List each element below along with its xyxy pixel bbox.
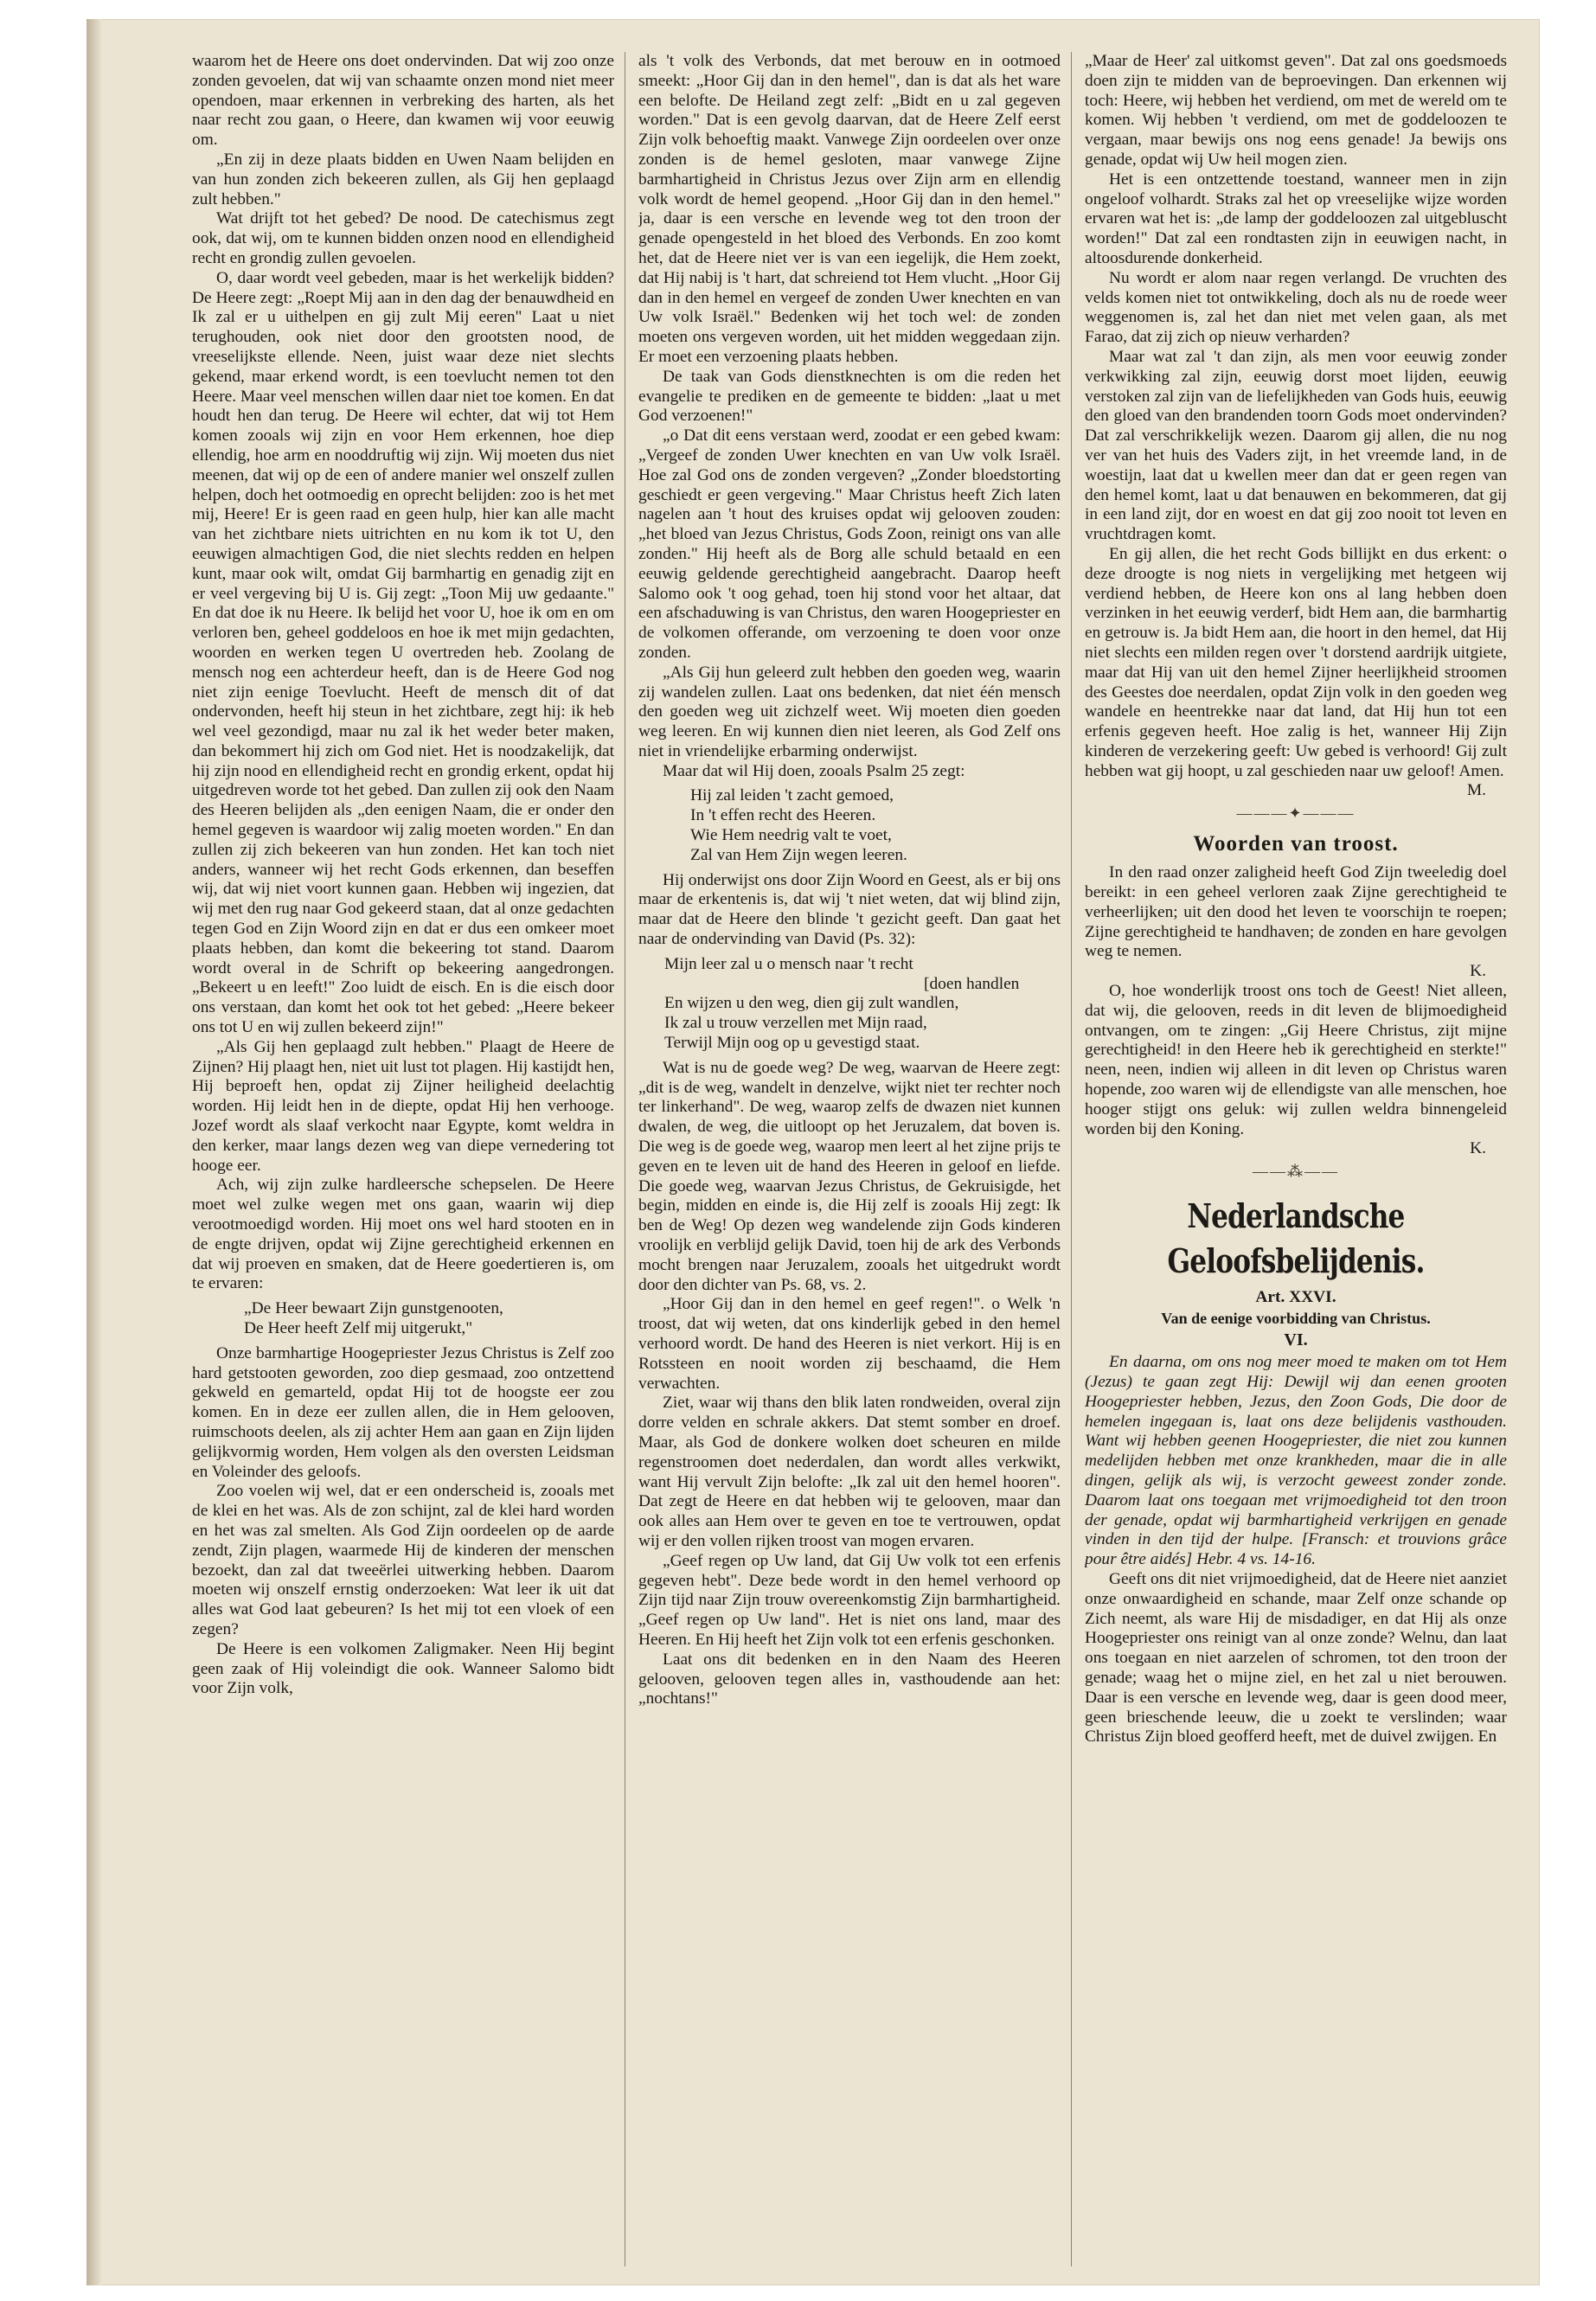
paragraph: Nu wordt er alom naar regen verlangd. De vruchten des velds komen niet tot ontwikkeling, doch als nu de roede weer weggenomen is, zal het dan niet met velen gaan, als met Farao, dat zij zich op nieuw verharden?: [1085, 268, 1507, 347]
column-1: [192, 52, 614, 2266]
verse: [244, 1299, 614, 1339]
author-initial: K.: [1470, 1139, 1486, 1158]
verse-line: „De Heer bewaart Zijn gunstgenooten,: [244, 1299, 503, 1318]
section-title: Woorden van troost.: [1193, 832, 1399, 856]
paragraph: O, daar wordt veel gebeden, maar is het werkelijk bidden? De Heere zegt: „Roept Mij aan in den dag der benauwdheid en Ik zal er u uithelpen en gij zult Mij eeren" Laat u niet terughouden, ook niet door den grootsten nood, de vreeselijkste ellende. Neen, juist waar deze niet slechts gekend, maar erkend wordt, is een toevlucht nemen tot den Heere. Maar veel menschen willen daar niet toe komen. En dat houdt hen dan terug. De Heere wil echter, dat wij tot Hem komen zooals wij zijn en voor Hem erkennen, hoe diep ellendig, hoe arm en nooddruftig wij zijn. Wij moeten dus niet meenen, dat wij op de een of andere manier wel onszelf zullen helpen, doch het ootmoedig en oprecht belijden: zoo is het met mij, Heere! Er is geen raad en geen hulp, hier kan alle macht van het zichtbare niets uitrichten en nu kom ik tot U, den eeuwigen almachtigen God, die niet slechts redden en helpen kunt, maar ook wilt, omdat Gij barmhartig en genadig zijt en er veel vergeving bij U is. Gij zegt: „Toon Mij uw gedaante." En dat doe ik nu Heere. Ik belijd het voor U, hoe ik om en om verloren ben, geheel goddeloos en hoe ik met mijn gedachten, woorden en werken tegen U overtreden heb. Zoolang de mensch nog een achterdeur heeft, dan is de Heere God nog niet zijn eenige Toevlucht. Heeft de mensch dit of dat ondervonden, heeft hij steun in het zichtbare, zegt hij: ik heb wel veel gezondigd, maar nu zal ik het weder beter maken, dan bekommert hij zich om God niet. Het is noodzakelijk, dat hij zijn nood en ellendigheid recht en grondig erkent, opdat hij uitgedreven worde tot het gebed. Dan zullen zij ook den Naam des Heeren belijden als „den eenigen Naam, die er onder den hemel gegeven is waardoor wij zalig moeten worden." En dan zullen zij zich bekeeren van hun zonden. Het kan toch niet anders, wanneer wij het recht Gods erkennen, dan beseffen wij, dat wij niet voort kunnen gaan. Hebben wij ingezien, dat wij met den rug naar God gekeerd staan, dat al onze gedachten tegen God en Zijn Woord zijn en dat er dus een omkeer moet plaats hebben, dan komt die bekeering tot stand. Daarom wordt overal in de Schrift op bekeering aangedrongen. „Bekeert u en leeft!" Zoo luidt de eisch. En is die eisch door ons verstaan, dan komt het ook tot het gebed: „Heere bekeer ons tot U en wij zullen bekeerd zijn!": [192, 268, 614, 1037]
paragraph: Geeft ons dit niet vrijmoedigheid, dat de Heere niet aanziet onze onwaardigheid en schande, maar Zelf onze schande op Zich neemt, als ware Hij de misdadiger, en dat Hij als onze Hoogepriester ons reinigt van al onze zonde? Welnu, dan laat ons toegaan en niet aarzelen of schromen, tot den troon der genade; waag het o mijne ziel, en het zal u niet berouwen. Daar is een versche en levende weg, daar is geen dood meer, geen brieschende leeuw, die u zoekt te verslinden; waar Christus Zijn bloed geofferd heeft, met de duivel zwijgen. En: [1085, 1570, 1507, 1747]
paragraph: In den raad onzer zaligheid heeft God Zijn tweeledig doel bereikt: in een geheel verloren zaak Zijne gerechtigheid te verheerlijken; uit den dood het leven te voorschijn te roepen; Zijne gerechtigheid te handhaven; de zonden en hare gevolgen weg te nemen.: [1085, 863, 1507, 961]
verse-line: Ik zal u trouw verzellen met Mijn raad,: [664, 1014, 927, 1033]
column-2: [638, 52, 1061, 2266]
paragraph: Maar wat zal 't dan zijn, als men voor eeuwig zonder verkwikking zal zijn, eeuwig dorst moet lijden, eeuwig verstoken zal zijn van de liefelijkheden van Gods huis, eeuwig den gloed van den brandenden toorn Gods moet ondervinden? Dat zal verschrikkelijk wezen. Daarom gij allen, die nu nog ver van het huis des Vaders zijt, in het vreemde land, in de woestijn, laat dat u kwellen meer dan dat er geen regen van den hemel komt, laat u dat benauwen en bekommeren, dat gij in een land zijt, dor en woest en dat gij zoo nooit tot leven en vruchtdragen komt.: [1085, 347, 1507, 544]
paragraph: „Als Gij hen geplaagd zult hebben." Plaagt de Heere de Zijnen? Hij plaagt hen, niet uit lust tot plagen. Hij kastijdt hen, Hij beproeft hen, opdat zij Zijner heiligheid deelachtig worden. Hij leidt hen in de diepte, opdat Hij hen verhooge. Jozef wordt als slaaf verkocht naar Egypte, komt weldra in den kerker, maar langs dezen weg van diepe vernedering tot hooge eer.: [192, 1037, 614, 1175]
binding-shadow: [87, 19, 102, 2285]
paragraph: Ziet, waar wij thans den blik laten rondweiden, overal zijn dorre velden en schrale akkers. Dat stemt somber en droef. Maar, als God de donkere wolken doet scheuren en milde regenstroomen doet nederdalen, dan wordt alles verkwikt, want Hij vervult Zijn belofte: „Ik zal uit den hemel hooren". Dat zegt de Heere en dat hebben wij te gelooven, maar dan ook alles aan Hem over te geven en toe te vertrouwen, opdat wij er den vollen rijken troost van mogen ervaren.: [638, 1394, 1061, 1550]
paragraph: als 't volk des Verbonds, dat met berouw en in ootmoed smeekt: „Hoor Gij dan in den hemel", dan is dat als het ware een belofte. De Heiland zegt zelf: „Bidt en u zal gegeven worden." Dat is een gevolg daarvan, dat de Heere Zelf eerst Zijn volk behoeftig maakt. Vanwege Zijn oordeelen over onze zonden is de hemel gesloten, maar vanwege Zijne barmhartigheid in Christus Jezus over Zijn arm en ellendig volk wordt de hemel geopend. „Hoor Gij dan in den hemel." ja, daar is een versche en levende weg tot den troon der genade opengesteld in het bloed des Verbonds. En zoo komt het, dat de Heere niet ver is van een iegelijk, die Hem zoekt, dat Hij nabij is 't hart, dat schreiend tot Hem vlucht. „Hoor Gij dan in den hemel en vergeef de zonden Uwer knechten en van Uw volk Israël." Bedenken wij het toch wel: de zonden moeten ons vergeven worden, uit het midden weggedaan zijn. Er moet een verzoening plaats hebben.: [638, 52, 1061, 366]
confession-title: Nederlandsche Geloofsbelijdenis.: [1167, 1196, 1425, 1281]
ornament-divider: ———✦———: [1236, 804, 1356, 823]
paragraph: Wat is nu de goede weg? De weg, waarvan de Heere zegt: „dit is de weg, wandelt in denzelve, wijkt niet ter rechter noch ter linkerhand". De weg, waarop zelfs de dwazen niet kunnen dwalen, de weg, die uitloopt op het Jeruzalem, dat boven is. Die weg is de goede weg, waarop men leert al het zijne prijs te geven en te leven uit de hand des Heeren in geloof en liefde. Die goede weg, waarvan Jezus Christus, de Gekruisigde, het begin, midden en einde is, die Hij zelf is zooals Hij zegt: Ik ben de Weg! Op dezen weg wandelende zijn Gods kinderen vroolijk en verblijd gelijk David, toen hij de ark des Verbonds mocht brengen naar Jeruzalem, zooals het uitgedrukt wordt door den dichter van Ps. 68, vs. 2.: [638, 1058, 1061, 1294]
paragraph: O, hoe wonderlijk troost ons toch de Geest! Niet alleen, dat wij, die gelooven, reeds in dit leven de blijmoedigheid ontvangen, om te zingen: „Gij Heere Christus, zijt mijne gerechtigheid! in den Heere heb ik gerechtigheid en sterkte!" neen, neen, indien wij alleen in dit leven op Christus waren hopende, zoo waren wij de ellendigste van alle menschen, hoe hooger stijgt ons geluk: wij zullen weldra binnengeleid worden bij den Koning.: [1085, 982, 1507, 1138]
verse-line: Terwijl Mijn oog op u gevestigd staat.: [664, 1034, 920, 1053]
paragraph: Onze barmhartige Hoogepriester Jezus Christus is Zelf zoo hard getstooten geworden, zoo diep gesmaad, zoo ontzettend gekweld en gemarteld, opdat Hij tot de hoogste eer zou komen. En in deze eer zullen allen, die in Hem gelooven, ruimschoots deelen, als zij achter Hem aan gaan en Zijn lijden gelijkvormig worden, Hem volgen als den oversten Leidsman en Voleinder des geloofs.: [192, 1343, 614, 1481]
verse-line: In 't effen recht des Heeren.: [690, 806, 876, 825]
column-3: [1085, 52, 1507, 2266]
paragraph: „Hoor Gij dan in den hemel en geef regen!". o Welk 'n troost, dat wij weten, dat ons kinderlijk gebed in den hemel verhoord wordt. De hand des Heeren is niet verkort. Hij is en Rotssteen en nooit worden zij beschaamd, die Hem verwachten.: [638, 1295, 1061, 1393]
verse: [664, 955, 1061, 1054]
paragraph: De Heere is een volkomen Zaligmaker. Neen Hij begint geen zaak of Hij voleindigt die ook. Wanneer Salomo bidt voor Zijn volk,: [192, 1639, 614, 1698]
paragraph: „En zij in deze plaats bidden en Uwen Naam belijden en van hun zonden zich bekeeren zullen, als Gij hen geplaagd zult hebben.": [192, 150, 614, 208]
verse-line: [doen handlen: [924, 974, 1020, 993]
verse-line: Wie Hem needrig valt te voet,: [690, 826, 892, 845]
paragraph: waarom het de Heere ons doet ondervinden. Dat wij zoo onze zonden gevoelen, dat wij van schaamte onzen mond niet meer opendoen, maar erkennen in verbreking des harten, als het naar recht zou gaan, o Heere, dan kwamen wij voor eeuwig om.: [192, 52, 614, 150]
paragraph: Wat drijft tot het gebed? De nood. De catechismus zegt ook, dat wij, om te kunnen bidden onzen nood en ellendigheid recht en grondig zullen gevoelen.: [192, 209, 614, 267]
verse-line: Mijn leer zal u o mensch naar 't recht: [664, 954, 913, 973]
paragraph: „Geef regen op Uw land, dat Gij Uw volk tot een erfenis gegeven hebt". Deze bede wordt in den hemel verhoord op Zijn tijd naar Zijn trouw overeenkomstig Zijn barmhartigheid. „Geef regen op Uw land". Het is niet ons land, maar des Heeren. En Hij heeft het Zijn volk tot een erfenis geschonken.: [638, 1551, 1061, 1649]
paragraph: Zoo voelen wij wel, dat er een onderscheid is, zooals met de klei en het was. Als de zon schijnt, zal de klei hard worden en het was zal smelten. Als God Zijn oordeelen op de aarde zendt, Zijn plagen, waarmede Hij de kinderen der menschen bezoekt, dan zal dat tweeërlei uitwerking hebben. Daarom moeten wij onszelf ernstig onderzoeken: Wat leer ik uit dat alles wat God laat gebeuren? Is het mij tot een vloek of een zegen?: [192, 1482, 614, 1638]
paragraph: Hij onderwijst ons door Zijn Woord en Geest, als er bij ons maar de erkentenis is, dat wij 't niet weten, dat wij blind zijn, maar dat de Heere den blinde 't gezicht geeft. Dan gaat het naar de ondervinding van David (Ps. 32):: [638, 870, 1061, 949]
author-initial: M.: [1466, 781, 1486, 800]
ornament-divider: ——⁂——: [1253, 1163, 1339, 1181]
verse-line: Hij zal leiden 't zacht gemoed,: [690, 786, 894, 805]
verse-line: De Heer heeft Zelf mij uitgerukt,": [244, 1319, 473, 1337]
paragraph: Het is een ontzettende toestand, wanneer men in zijn ongeloof volhardt. Straks zal het op vreeselijke wijze worden ervaren wat het is: „de lamp der goddeloozen zal uitgebluscht worden!" Dat zal een rondtasten zijn in eeuwigen nacht, in altoosdurende donkerheid.: [1085, 170, 1507, 267]
paragraph: De taak van Gods dienstknechten is om die reden het evangelie te prediken en de gemeente te bidden: „laat u met God verzoenen!": [638, 367, 1061, 426]
verse-line: En wijzen u den weg, dien gij zult wandlen,: [664, 994, 959, 1013]
paragraph: „Maar de Heer' zal uitkomst geven". Dat zal ons goedsmoeds doen zijn te midden van de beproevingen. Dan erkennen wij toch: Heere, wij hebben het verdiend, om met de wereld om te komen. Wij hebben 't verdiend, om met de goddeloozen te vergaan, maar bewijs ons nog eens genade! Ja bewijs ons genade, opdat wij Uw heil mogen zien.: [1085, 52, 1507, 169]
author-initial: K.: [1470, 962, 1486, 981]
article-number: Art. XXVI.: [1255, 1288, 1336, 1307]
paragraph: En gij allen, die het recht Gods billijkt en dus erkent: o deze droogte is nog niets in vergelijking met hetgeen wij verdiend hebben, de Heere kon ons al lang hebben doen verzinken in het eeuwig verderf, bidt Hem aan, die barmhartig en getrouw is. Ja bidt Hem aan, die hoort in den hemel, dat Hij niet slechts een milden regen over 't dorstend aardrijk uitgiete, maar dat Hij van uit den hemel Zijner heerlijkheid stroomen des Geestes doe neerdalen, opdat Zijn volk in den goeden weg wandele en heentrekke naar dat land, dat Hij hun tot een erfenis gegeven heeft. Hoe zalig is het, wanneer Hij Zijn kinderen de verzekering geeft: Uw gebed is verhoord! Gij zult hebben wat gij hoopt, u zal geschieden naar uw geloof! Amen.: [1085, 544, 1507, 780]
verse: [690, 786, 1061, 865]
page-body: [192, 52, 1507, 2266]
paragraph: En daarna, om ons nog meer moed te maken om tot Hem (Jezus) te gaan zegt Hij: Dewijl wij dan eenen grooten Hoogepriester hebben, Jezus, den Zoon Gods, Die door de hemelen ingegaan is, laat ons deze belijdenis vasthouden. Want wij hebben geenen Hoogepriester, die niet zou kunnen medelijden hebben met onze krankheden, maar die in alle dingen, gelijk als wij, is verzocht geweest zonder zonde. Daarom laat ons toegaan met vrijmoedigheid tot den troon der genade, opdat wij barmhartigheid verkrijgen en genade vinden in den tijd der hulpe. [Fransch: et trouvions grâce pour être aidés] Hebr. 4 vs. 14-16.: [1085, 1353, 1507, 1569]
paragraph: „o Dat dit eens verstaan werd, zoodat er een gebed kwam: „Vergeef de zonden Uwer knechten en van Uw volk Israël. Hoe zal God ons de zonden vergeven? „Zonder bloedstorting geschiedt er geen vergeving." Maar Christus heeft Zich laten nagelen aan 't hout des kruises opdat wij gelooven zouden: „het bloed van Jezus Christus, Gods Zoon, reinigt ons van alle zonden." Hij heeft als de Borg alle schuld betaald en een eeuwig geldende gerechtigheid aangebracht. Daarop heeft Salomo ook 't oog gehad, toen hij stond voor het altaar, dat een afschaduwing is van Christus, den waren Hoogepriester en de volkomen offerande, om verzoening te doen voor onze zonden.: [638, 426, 1061, 662]
paragraph: Ach, wij zijn zulke hardleersche schepselen. De Heere moet wel zulke wegen met ons gaan, waarin wij diep verootmoedigd worden. Hij moet ons wel hard stooten en in de engte drijven, opdat wij Zijne gerechtigheid erkennen en dat wij proeven en smaken, dat de Heere goedertieren is, om te ervaren:: [192, 1176, 614, 1293]
article-subtitle: Van de eenige voorbidding van Christus.: [1161, 1310, 1431, 1328]
verse-line: Zal van Hem Zijn wegen leeren.: [690, 845, 907, 864]
paragraph: Laat ons dit bedenken en in den Naam des Heeren gelooven, gelooven tegen alles in, vasthoudende aan het: „nochtans!": [638, 1650, 1061, 1708]
paragraph: „Als Gij hun geleerd zult hebben den goeden weg, waarin zij wandelen zullen. Laat ons bedenken, dat niet één mensch den goeden weg uit zichzelf weet. Wij moeten dien goeden weg leeren. En wij kunnen dien niet leeren, als God Zelf ons niet in vriendelijke erbarming onderwijst.: [638, 663, 1061, 760]
paragraph: Maar dat wil Hij doen, zooals Psalm 25 zegt:: [663, 761, 965, 780]
part-number: VI.: [1284, 1330, 1308, 1350]
